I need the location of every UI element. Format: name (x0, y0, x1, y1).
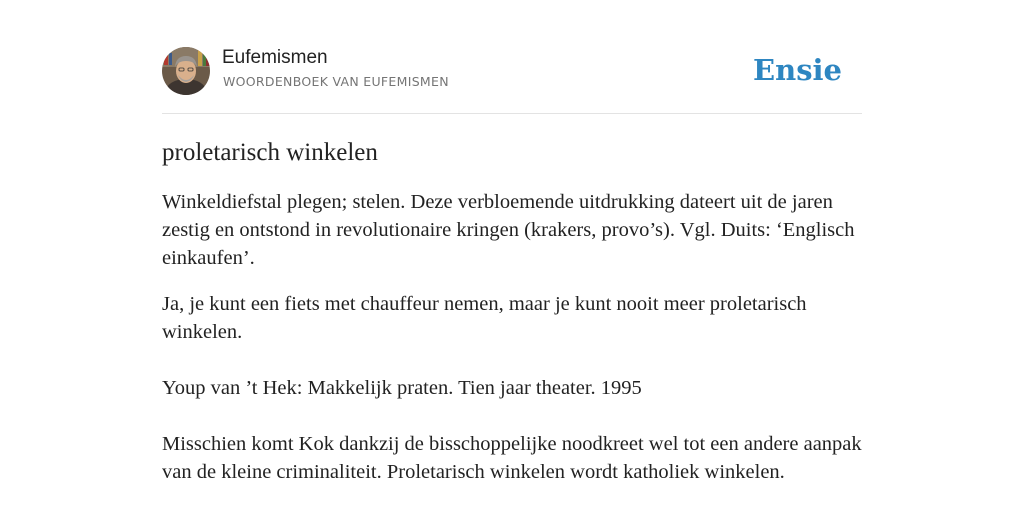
header-divider (162, 113, 862, 114)
header (162, 46, 862, 96)
avatar[interactable] (162, 47, 210, 95)
author-portrait-icon (162, 47, 210, 95)
author-name[interactable]: Eufemismen (222, 47, 328, 68)
entry-term: proletarisch winkelen (162, 139, 378, 166)
example-quote: Ja, je kunt een fiets met chauffeur nemen, maar je kunt nooit meer proletarisch winkelen. (162, 293, 807, 343)
brand-logo[interactable]: Ensie (753, 53, 842, 87)
dictionary-subtitle[interactable]: WOORDENBOEK VAN EUFEMISMEN (223, 74, 449, 89)
example-source: Youp van ’t Hek: Makkelijk praten. Tien jaar theater. 1995 (162, 377, 642, 399)
example-quote: Misschien komt Kok dankzij de bisschoppelijke noodkreet wel tot een andere aanpak van de kleine criminaliteit. Proletarisch winkelen wordt katholiek winkelen. (162, 433, 862, 483)
entry-definition: Winkeldiefstal plegen; stelen. Deze verbloemende uitdrukking dateert uit de jaren zestig en ontstond in revolutionaire kringen (krakers, provo’s). Vgl. Duits: ‘Englisch einkaufen’. (162, 191, 855, 269)
entry-content (162, 136, 862, 486)
